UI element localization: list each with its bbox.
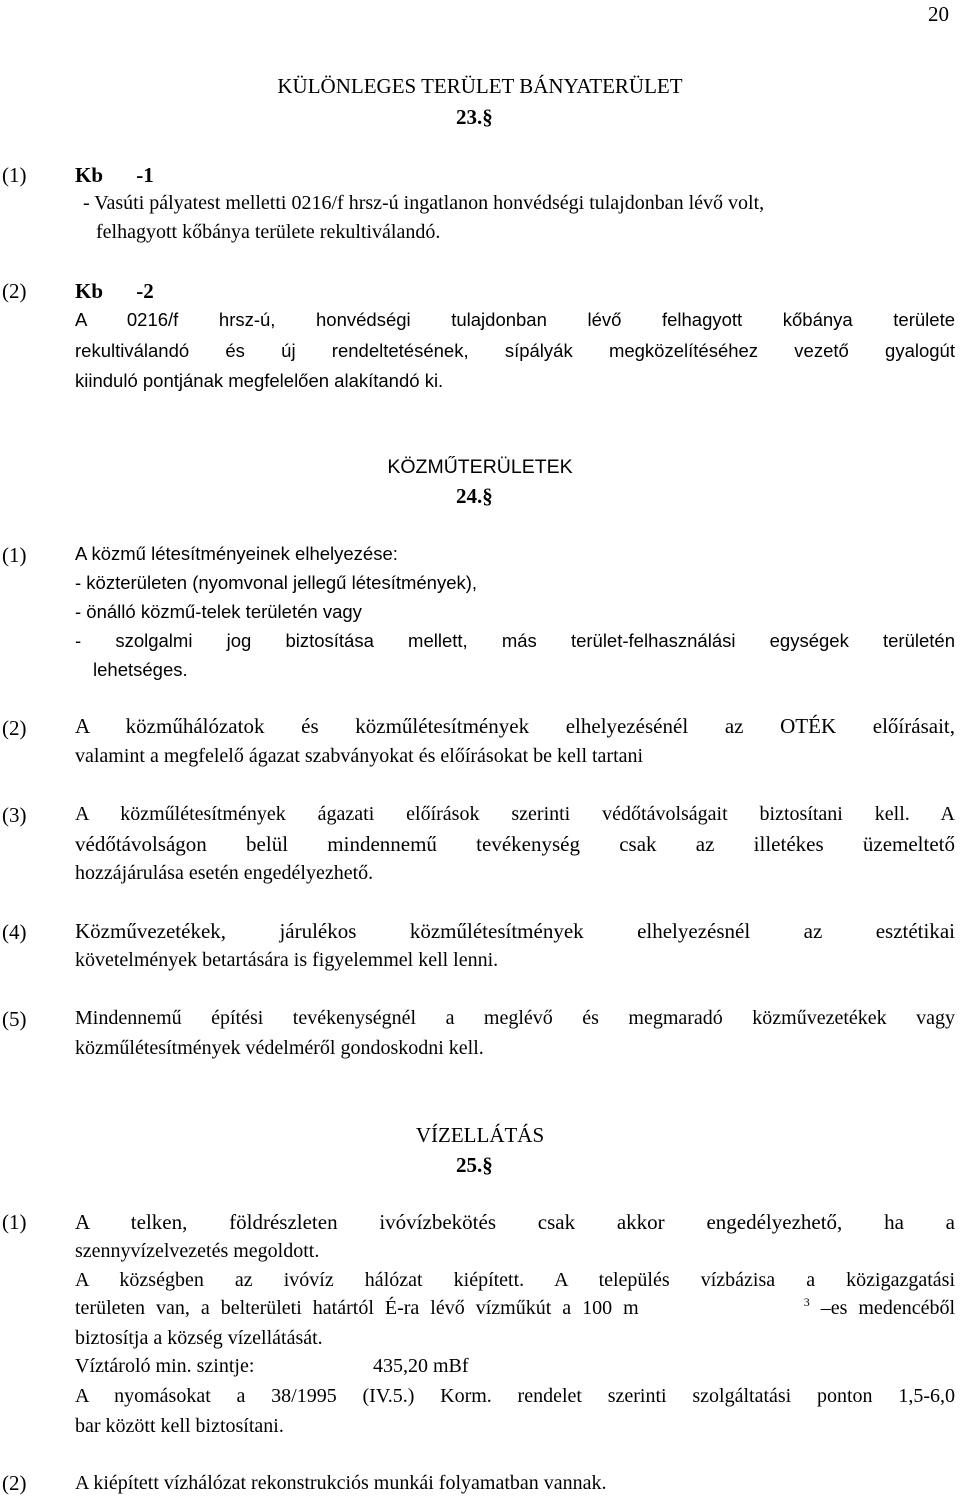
- section-title-bányaterület: KÜLÖNLEGES TERÜLET BÁNYATERÜLET: [277, 74, 683, 98]
- item-number: (3): [2, 803, 27, 827]
- reservoir-value: 435,20 mBf: [373, 1355, 469, 1377]
- text-line: A 0216/f hrsz-ú, honvédségi tulajdonban lévő felhagyott kőbánya területe: [75, 309, 955, 330]
- paragraph-number-24: 24.§: [456, 484, 493, 508]
- text-line: A közmű létesítményeinek elhelyezése:: [75, 543, 398, 564]
- text-line: A telken, földrészleten ivóvízbekötés csak akkor engedélyezhető, ha a: [75, 1210, 955, 1234]
- text-segment: –es medencéből: [809, 1297, 955, 1319]
- text-line: Közművezetékek, járulékos közműlétesítmények elhelyezésnél az esztétikai: [75, 919, 955, 943]
- text-line: védőtávolságon belül mindennemű tevékenység csak az illetékes üzemeltető: [75, 832, 955, 856]
- text-line: A közműlétesítmények ágazati előírások szerinti védőtávolságait biztosítani kell. A: [75, 803, 955, 825]
- reservoir-label: Víztároló min. szintje:: [75, 1355, 255, 1377]
- item-number: (5): [2, 1007, 27, 1031]
- item-number: (1): [2, 163, 27, 187]
- text-line: kiinduló pontjának megfelelően alakítandó ki.: [75, 370, 444, 391]
- text-line-with-superscript: [75, 1295, 955, 1319]
- text-line: - szolgalmi jog biztosítása mellett, más terület-felhasználási egységek területén: [75, 630, 955, 651]
- text-line: A községben az ivóvíz hálózat kiépített. A település vízbázisa a közigazgatási: [75, 1269, 955, 1291]
- text-line: Mindennemű építési tevékenységnél a meglévő és megmaradó közművezetékek vagy: [75, 1007, 955, 1029]
- text-line: A kiépített vízhálózat rekonstrukciós munkái folyamatban vannak.: [75, 1472, 607, 1494]
- section-title-közműterületek: KÖZMŰTERÜLETEK: [387, 456, 573, 478]
- section-title-vízellátás: VÍZELLÁTÁS: [415, 1123, 545, 1147]
- text-line: szennyvízelvezetés megoldott.: [75, 1240, 320, 1262]
- zone-code-kb1: Kb -1: [75, 163, 154, 187]
- text-line: - önálló közmű-telek területén vagy: [75, 601, 362, 622]
- text-line: követelmények betartására is figyelemmel kell lenni.: [75, 949, 499, 971]
- page-number: 20: [928, 2, 949, 26]
- text-segment: területen van, a belterületi határtól É-ra lévő vízműkút a 100 m: [75, 1297, 639, 1319]
- text-line: lehetséges.: [93, 659, 188, 680]
- text-line: A közműhálózatok és közműlétesítmények elhelyezésénél az OTÉK előírásait,: [75, 714, 955, 738]
- zone-code-kb2: Kb -2: [75, 279, 154, 303]
- text-line: biztosítja a község vízellátását.: [75, 1327, 323, 1349]
- item-number: (1): [2, 1210, 27, 1234]
- paragraph-number-25: 25.§: [456, 1153, 493, 1177]
- text-line: hozzájárulása esetén engedélyezhető.: [75, 862, 374, 884]
- item-number: (2): [2, 716, 27, 740]
- text-line: rekultiválandó és új rendeltetésének, sípályák megközelítéséhez vezető gyalogút: [75, 340, 955, 361]
- paragraph-number-23: 23.§: [456, 105, 493, 129]
- item-number: (4): [2, 920, 27, 944]
- text-line: - közterületen (nyomvonal jellegű létesítmények),: [75, 572, 478, 593]
- text-line: - Vasúti pályatest melletti 0216/f hrsz-ú ingatlanon honvédségi tulajdonban lévő volt,: [83, 192, 765, 214]
- item-number: (1): [2, 543, 27, 567]
- item-number: (2): [2, 279, 27, 303]
- text-line: bar között kell biztosítani.: [75, 1415, 284, 1437]
- text-line: felhagyott kőbánya területe rekultiválandó.: [96, 221, 441, 243]
- text-segment-end: [803, 1295, 955, 1319]
- superscript-three: 3: [803, 1295, 810, 1309]
- item-number: (2): [2, 1471, 27, 1495]
- text-line: A nyomásokat a 38/1995 (IV.5.) Korm. rendelet szerinti szolgáltatási ponton 1,5-6,0: [75, 1385, 955, 1407]
- text-line: valamint a megfelelő ágazat szabványokat és előírásokat be kell tartani: [75, 745, 644, 767]
- text-line: közműlétesítmények védelméről gondoskodni kell.: [75, 1037, 484, 1059]
